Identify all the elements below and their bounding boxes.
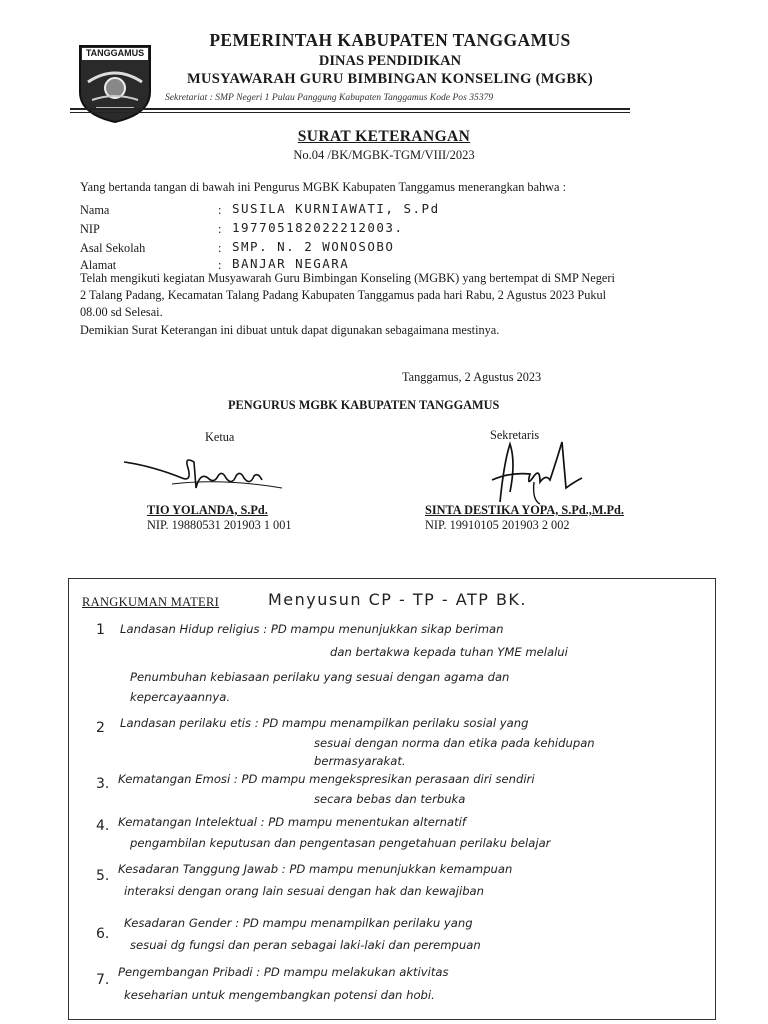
item-line: Kematangan Intelektual : PD mampu menentukan alternatif bbox=[118, 815, 466, 829]
field-label-alamat: Alamat bbox=[80, 258, 117, 272]
body-paragraph-line1: Telah mengikuti kegiatan Musyawarah Guru Bimbingan Konseling (MGBK) yang bertempat di SMP Negeri bbox=[80, 271, 615, 285]
ketua-signature bbox=[122, 448, 302, 503]
item-line: Landasan perilaku etis : PD mampu menampilkan perilaku sosial yang bbox=[120, 716, 529, 730]
item-line: bermasyarakat. bbox=[314, 754, 406, 768]
field-value-nama: SUSILA KURNIAWATI, S.Pd bbox=[232, 201, 440, 216]
item-line: secara bebas dan terbuka bbox=[314, 792, 466, 806]
item-line: pengambilan keputusan dan pengentasan pengetahuan perilaku belajar bbox=[130, 836, 551, 850]
item-line: Pengembangan Pribadi : PD mampu melakukan aktivitas bbox=[118, 965, 449, 979]
item-line: kepercayaannya. bbox=[130, 690, 231, 704]
item-line: Kesadaran Gender : PD mampu menampilkan perilaku yang bbox=[124, 916, 473, 930]
item-line: keseharian untuk mengembangkan potensi dan hobi. bbox=[124, 988, 435, 1002]
item-line: dan bertakwa kepada tuhan YME melalui bbox=[330, 645, 568, 659]
header-line3: MUSYAWARAH GURU BIMBINGAN KONSELING (MGBK) bbox=[186, 71, 593, 87]
sekretaris-nip: NIP. 19910105 201903 2 002 bbox=[425, 518, 570, 532]
item-line: sesuai dg fungsi dan peran sebagai laki-laki dan perempuan bbox=[130, 938, 481, 952]
header-line1: PEMERINTAH KABUPATEN TANGGAMUS bbox=[209, 30, 571, 50]
header-rule bbox=[70, 108, 630, 110]
item-number: 6. bbox=[96, 926, 110, 942]
ketua-nip: NIP. 19880531 201903 1 001 bbox=[147, 518, 292, 532]
item-line: Penumbuhan kebiasaan perilaku yang sesuai dengan agama dan bbox=[130, 670, 510, 684]
field-colon: : bbox=[218, 241, 222, 255]
closing-paragraph: Demikian Surat Keterangan ini dibuat untuk dapat digunakan sebagaimana mestinya. bbox=[80, 323, 500, 337]
ketua-role: Ketua bbox=[205, 430, 235, 444]
item-line: Landasan Hidup religius : PD mampu menunjukkan sikap beriman bbox=[120, 622, 504, 636]
item-number: 2 bbox=[96, 720, 105, 736]
item-number: 7. bbox=[96, 972, 110, 988]
field-value-asal-sekolah: SMP. N. 2 WONOSOBO bbox=[232, 239, 395, 254]
item-number: 5. bbox=[96, 868, 110, 884]
field-value-nip: 197705182022212003. bbox=[232, 220, 404, 235]
field-colon: : bbox=[218, 203, 222, 217]
field-colon: : bbox=[218, 258, 222, 272]
body-paragraph-line2: 2 Talang Padang, Kecamatan Talang Padang Kabupaten Tanggamus pada hari Rabu, 2 Agustus 2023 Pukul bbox=[80, 288, 607, 302]
field-label-nama: Nama bbox=[80, 203, 110, 217]
item-number: 1 bbox=[96, 622, 105, 638]
field-value-alamat: BANJAR NEGARA bbox=[232, 256, 350, 271]
rangkuman-subtitle: Menyusun CP - TP - ATP BK. bbox=[268, 590, 527, 609]
header-line2: DINAS PENDIDIKAN bbox=[318, 53, 462, 69]
field-label-nip: NIP bbox=[80, 222, 100, 236]
item-number: 4. bbox=[96, 818, 110, 834]
header-rule-thin bbox=[70, 112, 630, 113]
item-line: Kematangan Emosi : PD mampu mengekspresikan perasaan diri sendiri bbox=[118, 772, 535, 786]
rangkuman-title: RANGKUMAN MATERI bbox=[82, 595, 220, 609]
item-line: interaksi dengan orang lain sesuai dengan hak dan kewajiban bbox=[124, 884, 485, 898]
header-sekretariat: Sekretariat : SMP Negeri 1 Pulau Panggung Kabupaten Tanggamus Kode Pos 35379 bbox=[165, 92, 494, 103]
place-date: Tanggamus, 2 Agustus 2023 bbox=[402, 370, 542, 384]
item-line: sesuai dengan norma dan etika pada kehidupan bbox=[314, 736, 595, 750]
field-label-asal-sekolah: Asal Sekolah bbox=[80, 241, 146, 255]
ketua-name: TIO YOLANDA, S.Pd. bbox=[147, 503, 268, 517]
sekretaris-name: SINTA DESTIKA YOPA, S.Pd.,M.Pd. bbox=[425, 503, 624, 517]
field-colon: : bbox=[218, 222, 222, 236]
item-number: 3. bbox=[96, 776, 110, 792]
item-line: Kesadaran Tanggung Jawab : PD mampu menunjukkan kemampuan bbox=[118, 862, 513, 876]
letter-number: No.04 /BK/MGBK-TGM/VIII/2023 bbox=[293, 148, 475, 162]
sekretaris-role: Sekretaris bbox=[490, 428, 540, 442]
committee-heading: PENGURUS MGBK KABUPATEN TANGGAMUS bbox=[228, 398, 500, 412]
logo-text: TANGGAMUS bbox=[85, 48, 145, 58]
body-paragraph-line3: 08.00 sd Selesai. bbox=[80, 305, 163, 319]
letter-title: SURAT KETERANGAN bbox=[297, 128, 471, 145]
letter-intro: Yang bertanda tangan di bawah ini Pengurus MGBK Kabupaten Tanggamus menerangkan bahwa : bbox=[80, 180, 567, 194]
